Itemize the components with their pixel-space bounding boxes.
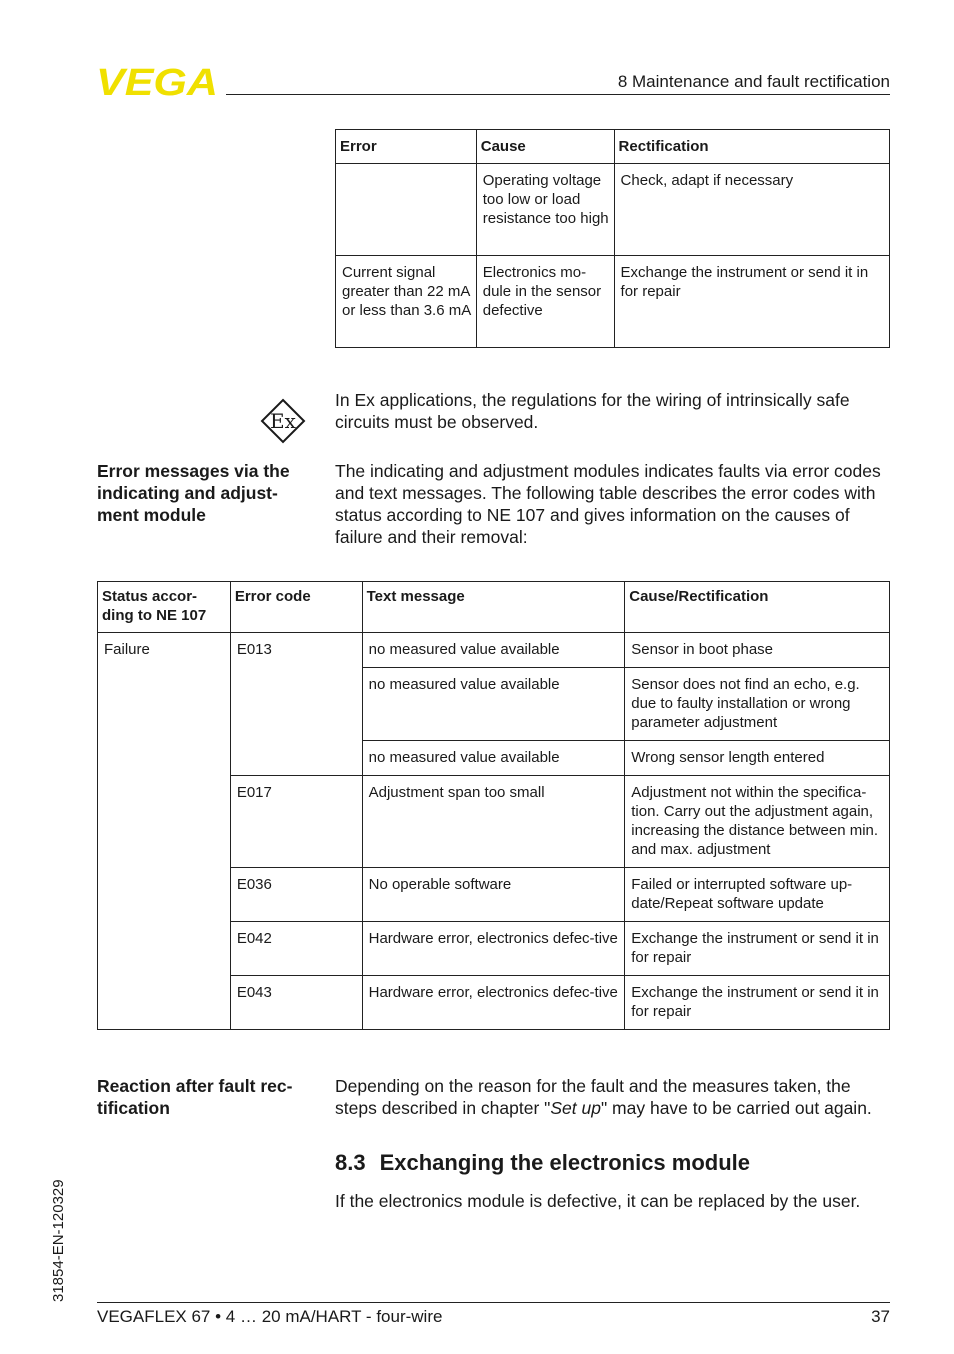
side-heading-error-messages: Error messages via the indicating and adjust-ment module <box>97 461 290 525</box>
cause-cell: Adjustment not within the specifica-tion. Carry out the adjustment again, increasing the distance between min. and max. adjustment <box>625 776 890 868</box>
vega-logo <box>96 64 220 98</box>
cause-cell: Sensor in boot phase <box>625 633 890 668</box>
text-message-cell: No operable software <box>362 868 625 922</box>
reaction-paragraph <box>335 1075 891 1119</box>
page-number: 37 <box>871 1307 890 1326</box>
column-header-status: Status accor-ding to NE 107 <box>98 582 231 633</box>
table-cell <box>336 164 477 256</box>
fault-table-header-row <box>336 130 890 164</box>
table-cell: Electronics mo-dule in the sensor defective <box>476 256 614 348</box>
cause-cell: Sensor does not find an echo, e.g. due to faulty installation or wrong parameter adjustment <box>625 668 890 741</box>
cause-cell: Exchange the instrument or send it in for repair <box>625 976 890 1030</box>
error-code-table-header-row <box>98 582 890 633</box>
reaction-text-before: Depending on the reason for the fault and the measures taken, the steps described in chapter " <box>335 1076 851 1118</box>
column-header-cause: Cause <box>476 130 614 164</box>
header-section-title: 8 Maintenance and fault rectification <box>617 72 890 91</box>
table-row <box>336 164 890 256</box>
ex-explosion-protection-icon <box>260 398 306 444</box>
reaction-text-after: " may have to be carried out again. <box>600 1098 872 1118</box>
document-id: 31854-EN-120329 <box>50 1179 67 1302</box>
error-code-cell: E036 <box>230 868 362 922</box>
set-up-chapter-reference: Set up <box>550 1098 601 1118</box>
table-cell: Exchange the instrument or send it in for repair <box>614 256 889 348</box>
footer-rule <box>97 1302 890 1303</box>
column-header-rectification: Rectification <box>614 130 889 164</box>
table-cell: Check, adapt if necessary <box>614 164 889 256</box>
table-row <box>336 256 890 348</box>
vega-logo-text: VEGA <box>96 64 218 98</box>
side-heading-reaction: Reaction after fault rec-tification <box>97 1076 293 1118</box>
section-paragraph: If the electronics module is defective, it can be replaced by the user. <box>335 1191 861 1211</box>
section-heading <box>335 1150 750 1176</box>
header-rule <box>226 94 890 95</box>
column-header-error-code: Error code <box>230 582 362 633</box>
text-message-cell: no measured value available <box>362 668 625 741</box>
cause-cell: Exchange the instrument or send it in for repair <box>625 922 890 976</box>
table-cell: Current signal greater than 22 mA or less than 3.6 mA <box>336 256 477 348</box>
error-code-table <box>97 581 890 1030</box>
text-message-cell: no measured value available <box>362 741 625 776</box>
section-number: 8.3 <box>335 1150 366 1175</box>
error-code-cell: E043 <box>230 976 362 1030</box>
ex-icon-text: Ex <box>270 409 296 433</box>
text-message-cell: Adjustment span too small <box>362 776 625 868</box>
error-code-cell: E042 <box>230 922 362 976</box>
error-messages-paragraph: The indicating and adjustment modules indicates faults via error codes and text messages. The following table describes the error codes with status according to NE 107 and gives information on the causes of failure and their removal: <box>335 461 881 547</box>
table-row <box>98 633 890 668</box>
error-code-cell: E013 <box>230 633 362 776</box>
column-header-cause-rectification: Cause/Rectification <box>625 582 890 633</box>
column-header-text-message: Text message <box>362 582 625 633</box>
text-message-cell: no measured value available <box>362 633 625 668</box>
cause-cell: Failed or interrupted software up-date/Repeat software update <box>625 868 890 922</box>
ex-note-text: In Ex applications, the regulations for the wiring of intrinsically safe circuits must be observed. <box>335 390 850 432</box>
text-message-cell: Hardware error, electronics defec-tive <box>362 976 625 1030</box>
column-header-error: Error <box>336 130 477 164</box>
cause-cell: Wrong sensor length entered <box>625 741 890 776</box>
table-cell: Operating voltage too low or load resistance too high <box>476 164 614 256</box>
error-code-cell: E017 <box>230 776 362 868</box>
status-cell: Failure <box>98 633 231 1030</box>
fault-table <box>335 129 890 348</box>
text-message-cell: Hardware error, electronics defec-tive <box>362 922 625 976</box>
footer-product: VEGAFLEX 67 • 4 … 20 mA/HART - four-wire <box>97 1307 443 1326</box>
section-title: Exchanging the electronics module <box>379 1150 751 1175</box>
